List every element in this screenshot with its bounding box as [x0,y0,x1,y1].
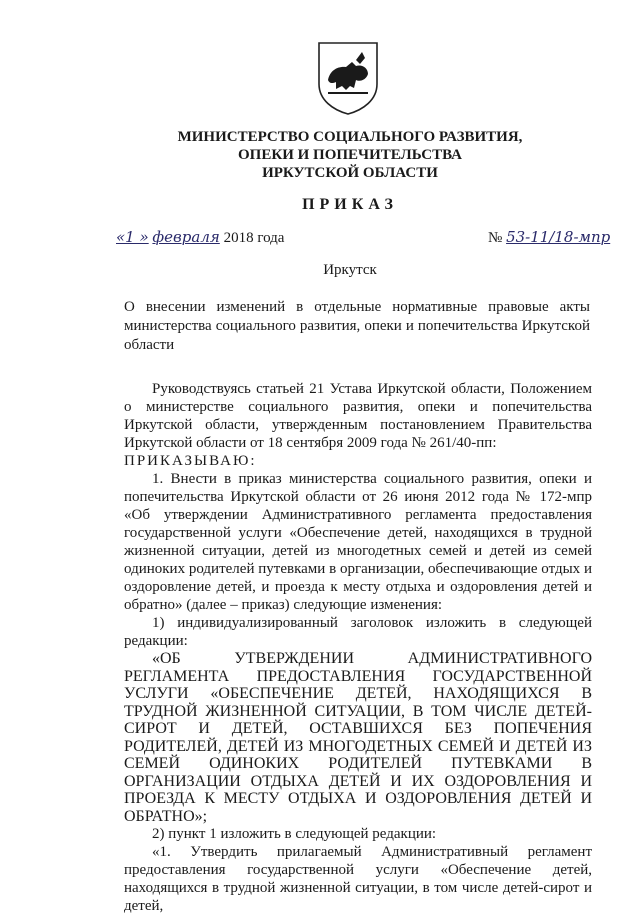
date-year: 2018 года [223,230,285,246]
coat-of-arms-icon [316,40,380,116]
date-day: «1 » [116,228,149,246]
subitem-2-paragraph: 2) пункт 1 изложить в следующей редакции: [152,826,437,842]
number-value: 53-11/18-мпр [506,228,611,246]
item-1-paragraph: 1. Внести в приказ министерства социального развития, опеки и попечительства Иркутской области от 26 июня 2012 года № 172-мпр «Об утверждении Административного регламента предоставления государственной услуги «Обеспечение детей, находящихся в трудной жизненной ситуации, детей из многодетных семей и детей из семей одиноких родителей путевками в организации, обеспечивающие отдых и оздоровление детей, и проезда к месту отдыха и оздоровления детей и обратно» (далее – приказ) следующие изменения: [124,471,592,613]
city-name: Иркутск [323,262,377,278]
ministry-name [150,128,550,182]
ministry-line-2: ОПЕКИ И ПОПЕЧИТЕЛЬСТВА [238,147,462,163]
order-subject: О внесении изменений в отдельные нормативные правовые акты министерства социального развития, опеки и попечительства Иркутской области [124,299,590,353]
order-body [124,380,592,915]
order-number [488,228,610,247]
ministry-line-1: МИНИСТЕРСТВО СОЦИАЛЬНОГО РАЗВИТИЯ, [177,129,523,145]
ministry-line-3: ИРКУТСКОЙ ОБЛАСТИ [262,165,438,181]
order-date [116,228,284,247]
preamble-paragraph: Руководствуясь статьей 21 Устава Иркутской области, Положением о министерстве социального развития, опеки и попечительства Иркутской области, утвержденным постановлением Правительства Иркутской области от 18 сентября 2009 года № 261/40-пп: [124,381,592,451]
subitem-1-paragraph: 1) индивидуализированный заголовок изложить в следующей редакции: [124,615,592,649]
order-command: ПРИКАЗЫВАЮ: [124,453,257,469]
number-label: № [488,230,503,246]
document-type-title: ПРИКАЗ [302,196,398,213]
date-month: февраля [152,228,220,246]
quote-item-1-paragraph: «1. Утвердить прилагаемый Административный регламент предоставления государственной услуги «Обеспечение детей, находящихся в трудной жизненной ситуации, в том числе детей-сирот и детей, [124,844,592,914]
new-title-caps: «ОБ УТВЕРЖДЕНИИ АДМИНИСТРАТИВНОГО РЕГЛАМЕНТА ПРЕДОСТАВЛЕНИЯ ГОСУДАРСТВЕННОЙ УСЛУГИ «ОБЕСПЕЧЕНИЕ ДЕТЕЙ, НАХОДЯЩИХСЯ В ТРУДНОЙ ЖИЗНЕННОЙ СИТУАЦИИ, В ТОМ ЧИСЛЕ ДЕТЕЙ-СИРОТ И ДЕТЕЙ, ОСТАВШИХСЯ БЕЗ ПОПЕЧЕНИЯ РОДИТЕЛЕЙ, ДЕТЕЙ ИЗ МНОГОДЕТНЫХ СЕМЕЙ И ДЕТЕЙ ИЗ СЕМЕЙ ОДИНОКИХ РОДИТЕЛЕЙ ПУТЕВКАМИ В ОРГАНИЗАЦИИ ОТДЫХА ДЕТЕЙ И ИХ ОЗДОРОВЛЕНИЯ И ПРОЕЗДА К МЕСТУ ОТДЫХА И ОЗДОРОВЛЕНИЯ ДЕТЕЙ И ОБРАТНО»; [124,650,592,825]
